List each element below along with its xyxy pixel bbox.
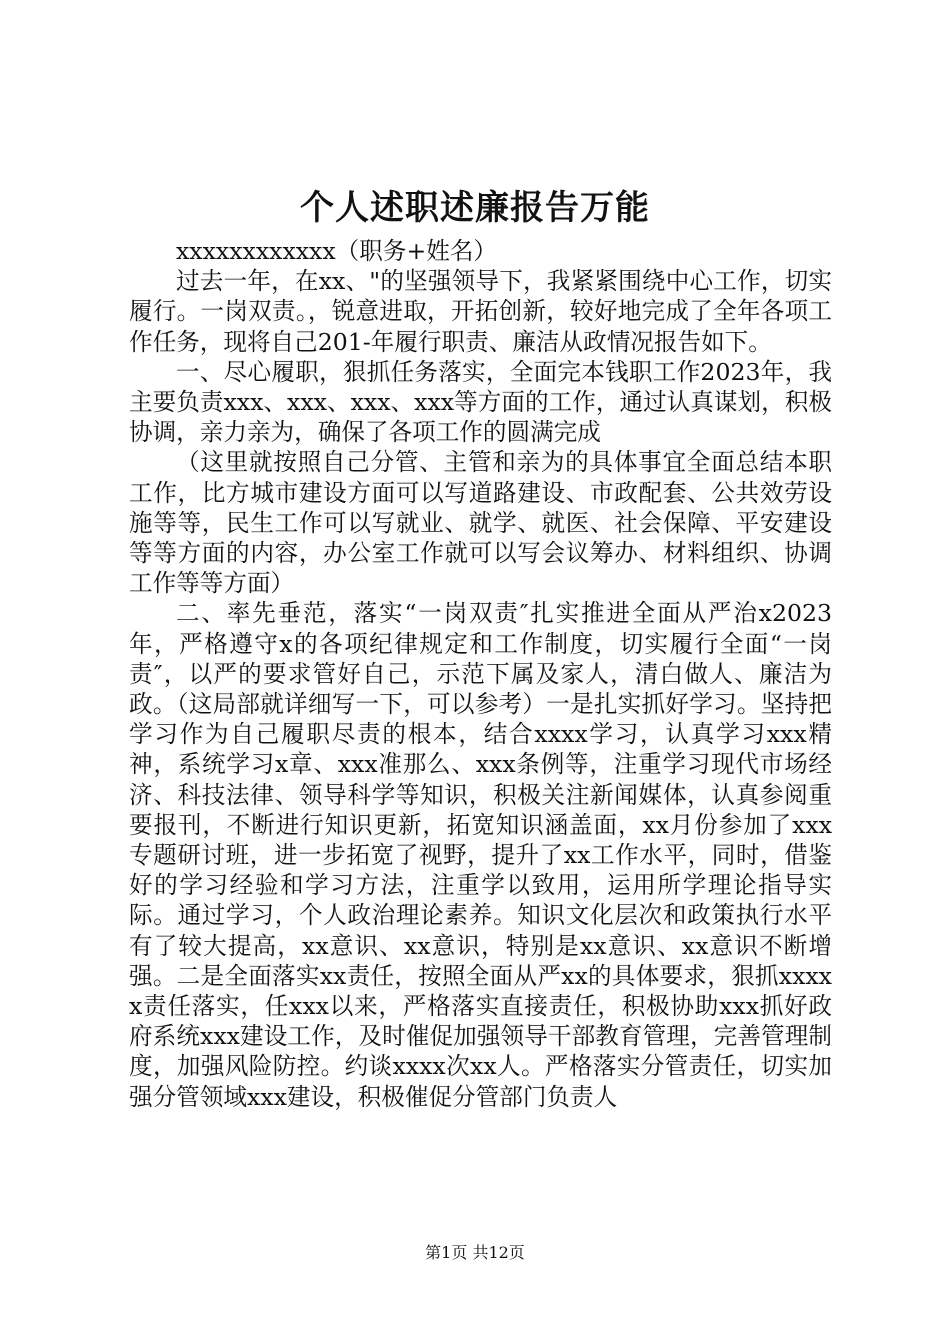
paragraph-section-one: 一、尽心履职，狠抓任务落实，全面完本钱职工作2023年，我主要负责xxx、xxx、xxx、xxx等方面的工作，通过认真谋划，积极协调，亲力亲为，确保了各项工作的圆满完成 xyxy=(129,357,832,447)
page-footer: 第1页 共12页 xyxy=(425,1243,525,1262)
paragraph-intro: 过去一年，在xx、"的坚强领导下，我紧紧围绕中心工作，切实履行。一岗双责。，锐意进取，开拓创新，较好地完成了全年各项工作任务，现将自己201-年履行职责、廉洁从政情况报告如下。 xyxy=(129,267,832,356)
document-body xyxy=(129,236,832,1112)
paragraph-section-one-note: （这里就按照自己分管、主管和亲为的具体事宜全面总结本职工作，比方城市建设方面可以写道路建设、市政配套、公共效劳设施等等，民生工作可以写就业、就学、就医、社会保障、平安建设等等方面的内容，办公室工作就可以写会议筹办、材料组织、协调工作等等方面） xyxy=(129,448,832,598)
author-line: xxxxxxxxxxxx（职务+姓名） xyxy=(176,237,498,265)
document-title: 个人述职述廉报告万能 xyxy=(300,188,650,228)
paragraph-section-two: 二、率先垂范，落实“一岗双责″扎实推进全面从严治x2023年，严格遵守x的各项纪律规定和工作制度，切实履行全面“一岗责″，以严的要求管好自己，示范下属及家人，清白做人、廉洁为政。（这局部就详细写一下，可以参考）一是扎实抓好学习。坚持把学习作为自己履职尽责的根本，结合xxxx学习，认真学习xxx精神，系统学习x章、xxx准那么、xxx条例等，注重学习现代市场经济、科技法律、领导科学等知识，积极关注新闻媒体，认真参阅重要报刊，不断进行知识更新，拓宽知识涵盖面，xx月份参加了xxx专题研讨班，进一步拓宽了视野，提升了xx工作水平，同时，借鉴好的学习经验和学习方法，注重学以致用，运用所学理论指导实际。通过学习，个人政治理论素养。知识文化层次和政策执行水平有了较大提高，xx意识、xx意识，特别是xx意识、xx意识不断增强。二是全面落实xx责任，按照全面从严xx的具体要求，狠抓xxxxx责任落实，任xxx以来，严格落实直接责任，积极协助xxx抓好政府系统xxx建设工作，及时催促加强领导干部教育管理，完善管理制度，加强风险防控。约谈xxxx次xx人。严格落实分管责任，切实加强分管领域xxx建设，积极催促分管部门负责人 xyxy=(129,599,832,1111)
